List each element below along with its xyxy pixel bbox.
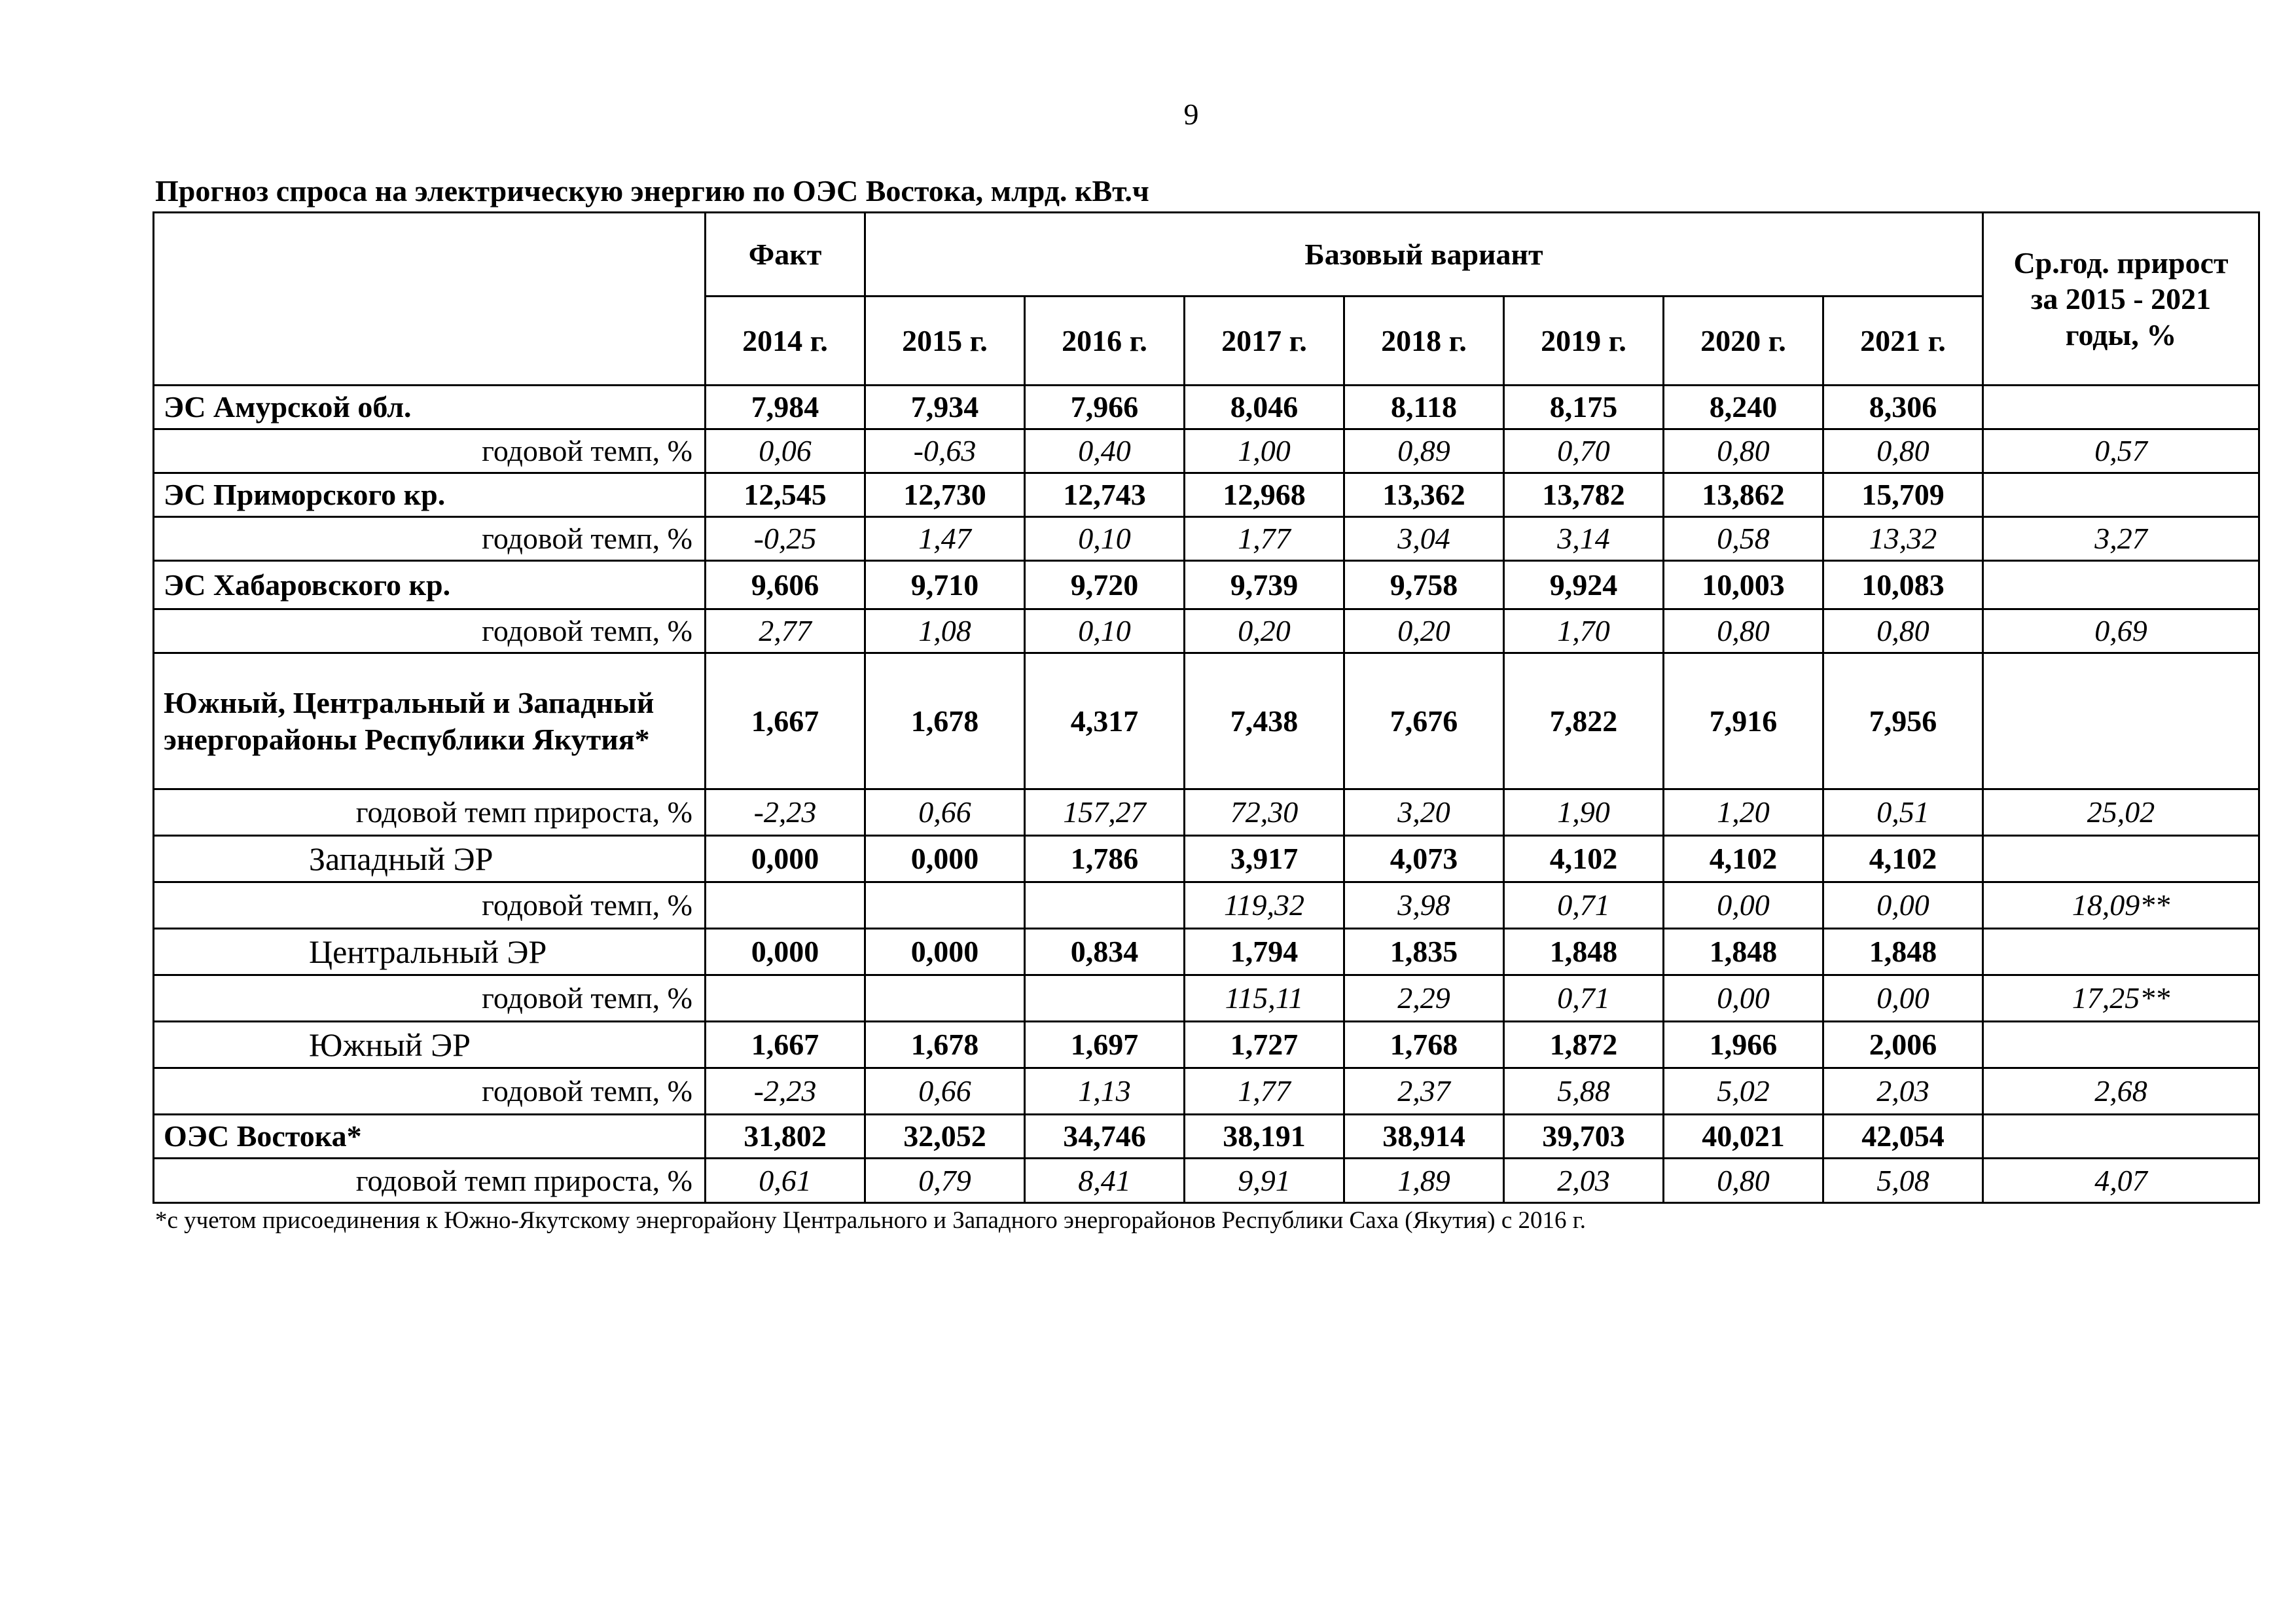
value-cell: [706, 975, 865, 1022]
value-cell: 38,914: [1344, 1115, 1504, 1159]
value-cell: 1,77: [1185, 1068, 1344, 1115]
row-label: Южный ЭР: [154, 1022, 706, 1068]
row-label: Западный ЭР: [154, 836, 706, 882]
avg-growth-cell: 0,69: [1983, 609, 2259, 653]
value-cell: 38,191: [1185, 1115, 1344, 1159]
value-cell: 0,58: [1664, 517, 1823, 561]
rate-row: [154, 517, 2259, 561]
value-cell: 7,966: [1025, 386, 1185, 429]
value-cell: -0,25: [706, 517, 865, 561]
footnote: *с учетом присоединения к Южно-Якутскому энергорайону Центрального и Западного энергорайонов Республики Саха (Якутия) с 2016 г.: [155, 1207, 1586, 1234]
header-year: 2016 г.: [1025, 297, 1185, 386]
value-cell: 1,768: [1344, 1022, 1504, 1068]
value-cell: 0,71: [1504, 882, 1664, 929]
value-cell: 4,102: [1823, 836, 1983, 882]
value-cell: 7,934: [865, 386, 1025, 429]
page-number: 9: [1183, 98, 1199, 131]
value-cell: 2,03: [1504, 1159, 1664, 1203]
value-cell: 0,80: [1664, 1159, 1823, 1203]
value-cell: 1,77: [1185, 517, 1344, 561]
rate-row: [154, 1159, 2259, 1203]
value-cell: 1,848: [1664, 929, 1823, 975]
value-cell: 13,862: [1664, 473, 1823, 517]
value-cell: 0,80: [1664, 429, 1823, 473]
avg-growth-cell: [1983, 473, 2259, 517]
value-cell: 12,968: [1185, 473, 1344, 517]
row-label: годовой темп прироста, %: [154, 789, 706, 836]
value-cell: 32,052: [865, 1115, 1025, 1159]
avg-growth-cell: [1983, 836, 2259, 882]
row-label: годовой темп, %: [154, 517, 706, 561]
region-row: [154, 653, 2259, 789]
value-cell: 1,08: [865, 609, 1025, 653]
header-year: 2014 г.: [706, 297, 865, 386]
row-label: годовой темп, %: [154, 429, 706, 473]
value-cell: 1,794: [1185, 929, 1344, 975]
value-cell: 15,709: [1823, 473, 1983, 517]
value-cell: 115,11: [1185, 975, 1344, 1022]
forecast-table: [152, 211, 2260, 1204]
avg-growth-cell: [1983, 561, 2259, 609]
value-cell: 9,710: [865, 561, 1025, 609]
value-cell: 5,88: [1504, 1068, 1664, 1115]
value-cell: 1,47: [865, 517, 1025, 561]
value-cell: 34,746: [1025, 1115, 1185, 1159]
region-row: [154, 1115, 2259, 1159]
value-cell: 3,20: [1344, 789, 1504, 836]
value-cell: 8,41: [1025, 1159, 1185, 1203]
value-cell: 1,966: [1664, 1022, 1823, 1068]
value-cell: 10,083: [1823, 561, 1983, 609]
value-cell: 0,71: [1504, 975, 1664, 1022]
avg-growth-cell: [1983, 386, 2259, 429]
value-cell: 0,00: [1664, 975, 1823, 1022]
value-cell: 0,000: [865, 836, 1025, 882]
value-cell: 1,20: [1664, 789, 1823, 836]
value-cell: 0,000: [706, 836, 865, 882]
rate-row: [154, 975, 2259, 1022]
region-row: [154, 473, 2259, 517]
value-cell: [1025, 975, 1185, 1022]
value-cell: -2,23: [706, 789, 865, 836]
value-cell: 7,822: [1504, 653, 1664, 789]
sub-region-row: [154, 929, 2259, 975]
value-cell: 0,000: [706, 929, 865, 975]
avg-growth-cell: 17,25**: [1983, 975, 2259, 1022]
value-cell: 7,438: [1185, 653, 1344, 789]
value-cell: 1,727: [1185, 1022, 1344, 1068]
table-title: Прогноз спроса на электрическую энергию по ОЭС Востока, млрд. кВт.ч: [155, 174, 1149, 208]
value-cell: 8,118: [1344, 386, 1504, 429]
row-label: ЭС Хабаровского кр.: [154, 561, 706, 609]
row-label: ЭС Приморского кр.: [154, 473, 706, 517]
value-cell: 1,697: [1025, 1022, 1185, 1068]
avg-growth-cell: [1983, 1115, 2259, 1159]
value-cell: 31,802: [706, 1115, 865, 1159]
avg-growth-cell: 2,68: [1983, 1068, 2259, 1115]
header-year: 2017 г.: [1185, 297, 1344, 386]
value-cell: 4,317: [1025, 653, 1185, 789]
header-empty-cell: [154, 213, 706, 386]
value-cell: 9,91: [1185, 1159, 1344, 1203]
value-cell: 9,758: [1344, 561, 1504, 609]
value-cell: [865, 882, 1025, 929]
value-cell: 1,848: [1504, 929, 1664, 975]
value-cell: 72,30: [1185, 789, 1344, 836]
value-cell: 0,10: [1025, 517, 1185, 561]
table-header: [154, 213, 2259, 386]
value-cell: 8,240: [1664, 386, 1823, 429]
value-cell: 1,678: [865, 1022, 1025, 1068]
value-cell: 8,046: [1185, 386, 1344, 429]
value-cell: 12,743: [1025, 473, 1185, 517]
value-cell: 40,021: [1664, 1115, 1823, 1159]
header-year: 2020 г.: [1664, 297, 1823, 386]
avg-growth-cell: 0,57: [1983, 429, 2259, 473]
value-cell: 7,676: [1344, 653, 1504, 789]
value-cell: 1,13: [1025, 1068, 1185, 1115]
value-cell: 0,00: [1823, 882, 1983, 929]
value-cell: 7,956: [1823, 653, 1983, 789]
rate-row: [154, 1068, 2259, 1115]
value-cell: 7,984: [706, 386, 865, 429]
value-cell: 12,545: [706, 473, 865, 517]
row-label: Центральный ЭР: [154, 929, 706, 975]
rate-row: [154, 429, 2259, 473]
value-cell: 13,32: [1823, 517, 1983, 561]
value-cell: 1,786: [1025, 836, 1185, 882]
value-cell: 119,32: [1185, 882, 1344, 929]
value-cell: 12,730: [865, 473, 1025, 517]
avg-growth-cell: [1983, 653, 2259, 789]
value-cell: 3,98: [1344, 882, 1504, 929]
value-cell: 1,835: [1344, 929, 1504, 975]
value-cell: 9,720: [1025, 561, 1185, 609]
row-label: ЭС Амурской обл.: [154, 386, 706, 429]
value-cell: -2,23: [706, 1068, 865, 1115]
value-cell: 9,739: [1185, 561, 1344, 609]
value-cell: 0,00: [1664, 882, 1823, 929]
value-cell: 3,917: [1185, 836, 1344, 882]
value-cell: 3,04: [1344, 517, 1504, 561]
value-cell: 4,102: [1504, 836, 1664, 882]
value-cell: 0,834: [1025, 929, 1185, 975]
table-body: [154, 386, 2259, 1203]
value-cell: 0,80: [1664, 609, 1823, 653]
value-cell: 0,89: [1344, 429, 1504, 473]
value-cell: 2,29: [1344, 975, 1504, 1022]
header-base-variant: Базовый вариант: [865, 213, 1983, 297]
value-cell: 5,02: [1664, 1068, 1823, 1115]
value-cell: 0,61: [706, 1159, 865, 1203]
value-cell: 8,175: [1504, 386, 1664, 429]
value-cell: 4,073: [1344, 836, 1504, 882]
header-year: 2019 г.: [1504, 297, 1664, 386]
value-cell: 2,77: [706, 609, 865, 653]
value-cell: 0,51: [1823, 789, 1983, 836]
rate-row: [154, 609, 2259, 653]
avg-growth-cell: 3,27: [1983, 517, 2259, 561]
value-cell: [1025, 882, 1185, 929]
value-cell: 2,37: [1344, 1068, 1504, 1115]
header-year: 2021 г.: [1823, 297, 1983, 386]
value-cell: 1,00: [1185, 429, 1344, 473]
value-cell: 1,89: [1344, 1159, 1504, 1203]
row-label: годовой темп, %: [154, 975, 706, 1022]
avg-growth-cell: 18,09**: [1983, 882, 2259, 929]
value-cell: 0,000: [865, 929, 1025, 975]
value-cell: 39,703: [1504, 1115, 1664, 1159]
avg-growth-cell: 4,07: [1983, 1159, 2259, 1203]
header-year: 2018 г.: [1344, 297, 1504, 386]
value-cell: 1,678: [865, 653, 1025, 789]
value-cell: 4,102: [1664, 836, 1823, 882]
value-cell: 13,782: [1504, 473, 1664, 517]
value-cell: 0,06: [706, 429, 865, 473]
row-label: годовой темп, %: [154, 609, 706, 653]
value-cell: 2,006: [1823, 1022, 1983, 1068]
value-cell: 1,667: [706, 1022, 865, 1068]
value-cell: 0,66: [865, 1068, 1025, 1115]
value-cell: 3,14: [1504, 517, 1664, 561]
header-fact: Факт: [706, 213, 865, 297]
value-cell: [706, 882, 865, 929]
value-cell: 9,606: [706, 561, 865, 609]
avg-growth-cell: 25,02: [1983, 789, 2259, 836]
value-cell: 1,872: [1504, 1022, 1664, 1068]
value-cell: 157,27: [1025, 789, 1185, 836]
value-cell: 0,70: [1504, 429, 1664, 473]
rate-row: [154, 789, 2259, 836]
row-label: ОЭС Востока*: [154, 1115, 706, 1159]
value-cell: 0,79: [865, 1159, 1025, 1203]
value-cell: [865, 975, 1025, 1022]
value-cell: 5,08: [1823, 1159, 1983, 1203]
sub-region-row: [154, 1022, 2259, 1068]
value-cell: 9,924: [1504, 561, 1664, 609]
row-label: годовой темп, %: [154, 882, 706, 929]
value-cell: 0,20: [1185, 609, 1344, 653]
sub-region-row: [154, 836, 2259, 882]
value-cell: 0,66: [865, 789, 1025, 836]
value-cell: 1,848: [1823, 929, 1983, 975]
value-cell: 7,916: [1664, 653, 1823, 789]
row-label: Южный, Центральный и Западный энергорайоны Республики Якутия*: [154, 653, 706, 789]
row-label: годовой темп прироста, %: [154, 1159, 706, 1203]
avg-growth-cell: [1983, 1022, 2259, 1068]
region-row: [154, 386, 2259, 429]
value-cell: 10,003: [1664, 561, 1823, 609]
value-cell: 2,03: [1823, 1068, 1983, 1115]
value-cell: 1,90: [1504, 789, 1664, 836]
rate-row: [154, 882, 2259, 929]
avg-growth-cell: [1983, 929, 2259, 975]
row-label: годовой темп, %: [154, 1068, 706, 1115]
value-cell: -0,63: [865, 429, 1025, 473]
value-cell: 0,80: [1823, 609, 1983, 653]
value-cell: 1,70: [1504, 609, 1664, 653]
value-cell: 0,10: [1025, 609, 1185, 653]
value-cell: 42,054: [1823, 1115, 1983, 1159]
value-cell: 0,00: [1823, 975, 1983, 1022]
region-row: [154, 561, 2259, 609]
value-cell: 13,362: [1344, 473, 1504, 517]
header-avg-growth: Ср.год. прирост за 2015 - 2021 годы, %: [1983, 213, 2259, 386]
value-cell: 0,20: [1344, 609, 1504, 653]
value-cell: 8,306: [1823, 386, 1983, 429]
value-cell: 0,80: [1823, 429, 1983, 473]
value-cell: 1,667: [706, 653, 865, 789]
header-year: 2015 г.: [865, 297, 1025, 386]
value-cell: 0,40: [1025, 429, 1185, 473]
